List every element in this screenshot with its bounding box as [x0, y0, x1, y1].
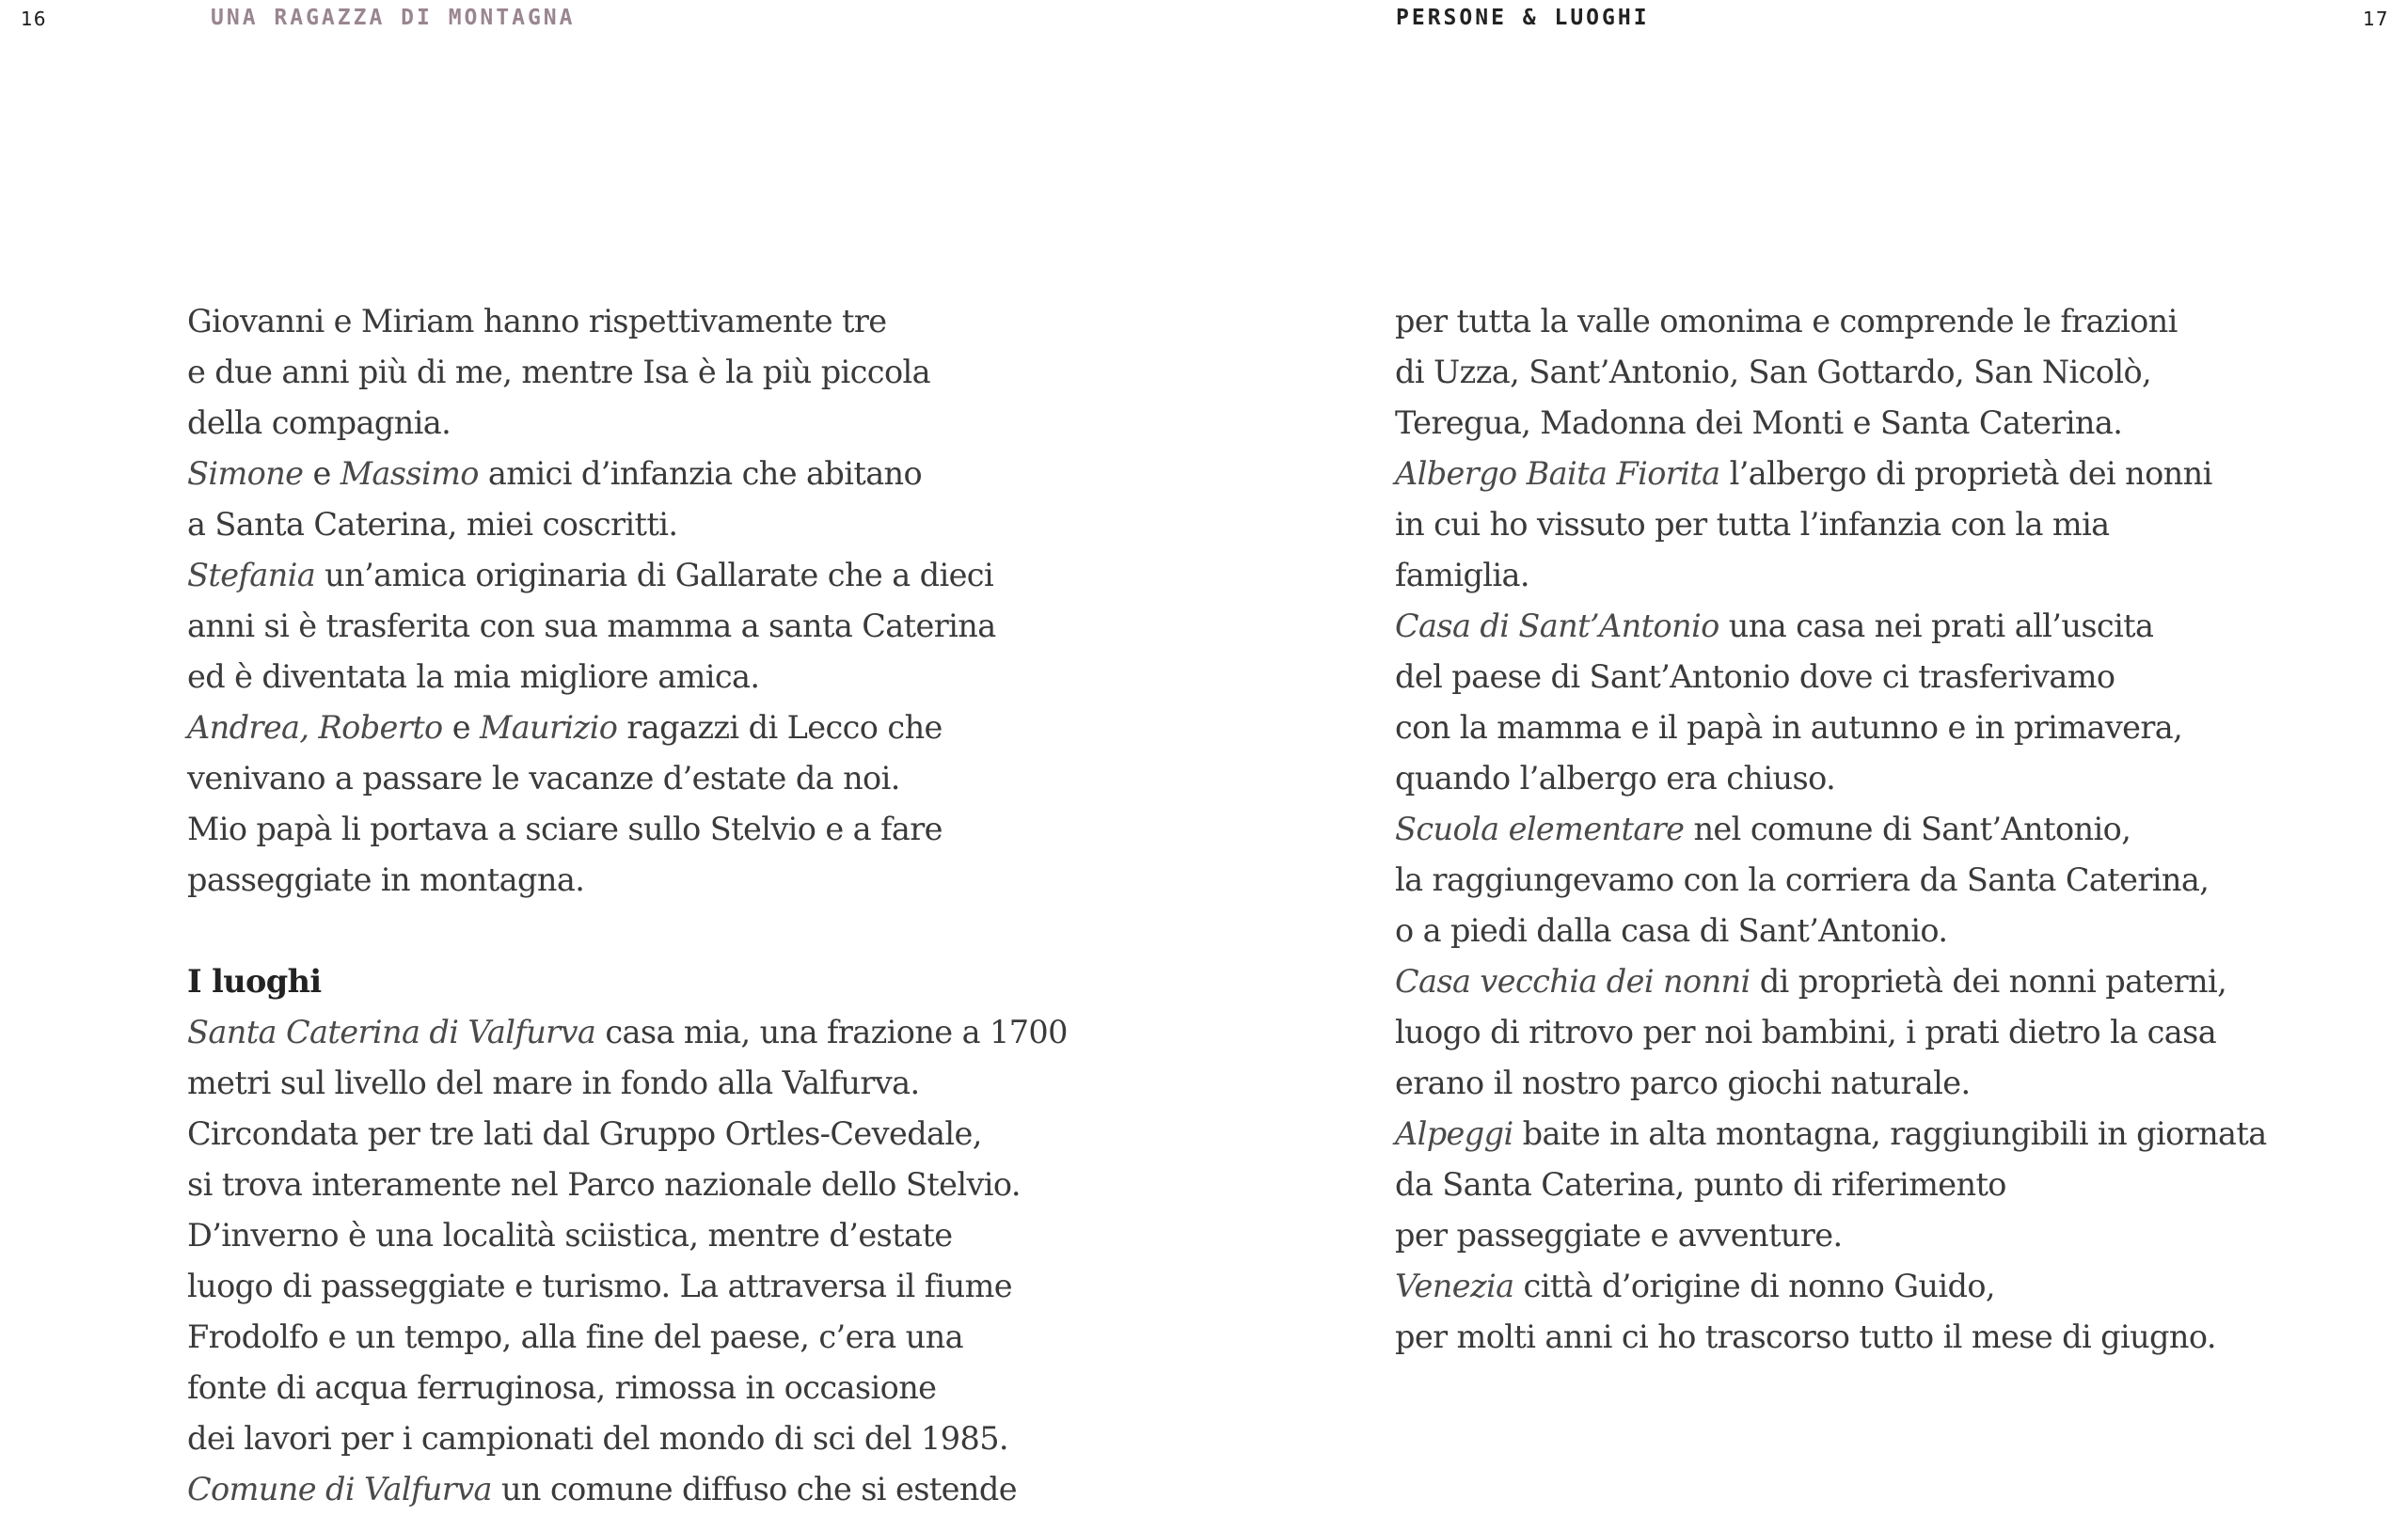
text-line [187, 1312, 1068, 1363]
paragraph-people [187, 296, 1068, 906]
section-heading: I luoghi [187, 963, 322, 1000]
text-line [1395, 449, 2267, 499]
text-run: si trova interamente nel Parco nazionale dello Stelvio. [187, 1166, 1021, 1203]
text-line [1395, 347, 2267, 398]
text-line [1395, 702, 2267, 753]
text-run: erano il nostro parco giochi naturale. [1395, 1065, 1971, 1101]
italic-term: Albergo Baita Fiorita [1395, 455, 1720, 492]
text-line [1395, 1312, 2267, 1363]
body-text [187, 296, 1068, 1515]
text-run: Teregua, Madonna dei Monti e Santa Caterina. [1395, 404, 2123, 441]
italic-term: Scuola elementare [1395, 811, 1685, 847]
text-run: Giovanni e Miriam hanno rispettivamente tre [187, 303, 887, 339]
text-run: o a piedi dalla casa di Sant’Antonio. [1395, 912, 1948, 949]
text-line [187, 1363, 1068, 1413]
text-line [187, 1210, 1068, 1261]
text-run: e [442, 709, 480, 746]
text-line [1395, 1058, 2267, 1109]
text-line [1395, 601, 2267, 652]
italic-term: Venezia [1395, 1268, 1514, 1304]
text-run: e [303, 455, 341, 492]
italic-term: Casa vecchia dei nonni [1395, 963, 1751, 1000]
text-run: amici d’infanzia che abitano [478, 455, 923, 492]
italic-term: Comune di Valfurva [187, 1471, 492, 1507]
italic-term: Massimo [340, 455, 479, 492]
text-line [187, 1058, 1068, 1109]
text-run: città d’origine di nonno Guido, [1513, 1268, 1995, 1304]
italic-term: Alpeggi [1395, 1115, 1513, 1152]
text-line [187, 855, 1068, 906]
text-run: una casa nei prati all’uscita [1719, 608, 2154, 644]
text-line [187, 550, 1068, 601]
text-run: della compagnia. [187, 404, 452, 441]
text-line [187, 753, 1068, 804]
text-run: nel comune di Sant’Antonio, [1684, 811, 2131, 847]
text-line [1395, 1210, 2267, 1261]
text-line [187, 702, 1068, 753]
text-line [1395, 855, 2267, 906]
text-line [1395, 753, 2267, 804]
paragraph-gap [187, 906, 1068, 956]
text-line [187, 296, 1068, 347]
text-run: dei lavori per i campionati del mondo di sci del 1985. [187, 1420, 1008, 1457]
text-run: con la mamma e il papà in autunno e in primavera, [1395, 709, 2183, 746]
text-run: Mio papà li portava a sciare sullo Stelvio e a fare [187, 811, 943, 847]
text-run: fonte di acqua ferruginosa, rimossa in occasione [187, 1369, 937, 1406]
text-run: e due anni più di me, mentre Isa è la più piccola [187, 354, 931, 390]
italic-term: Maurizio [479, 709, 618, 746]
text-run: per passeggiate e avventure. [1395, 1217, 1843, 1254]
text-run: a Santa Caterina, miei coscritti. [187, 506, 678, 543]
text-run: venivano a passare le vacanze d’estate da noi. [187, 760, 900, 797]
text-run: ed è diventata la mia migliore amica. [187, 658, 760, 695]
text-run: ragazzi di Lecco che [617, 709, 943, 746]
text-line [187, 1464, 1068, 1515]
text-run: anni si è trasferita con sua mamma a santa Caterina [187, 608, 996, 644]
text-run: da Santa Caterina, punto di riferimento [1395, 1166, 2006, 1203]
text-line [1395, 652, 2267, 702]
paragraph-places [187, 1007, 1068, 1515]
italic-term: Stefania [187, 557, 316, 593]
text-line [1395, 398, 2267, 449]
text-run: per molti anni ci ho trascorso tutto il mese di giugno. [1395, 1318, 2216, 1355]
body-text [1395, 296, 2267, 1363]
text-line [187, 1413, 1068, 1464]
text-line [1395, 1109, 2267, 1160]
text-line [187, 449, 1068, 499]
text-run: luogo di ritrovo per noi bambini, i prati dietro la casa [1395, 1014, 2217, 1050]
text-run: luogo di passeggiate e turismo. La attraversa il fiume [187, 1268, 1013, 1304]
running-head: PERSONE & LUOGHI [1396, 6, 1650, 30]
text-line [187, 1109, 1068, 1160]
text-line [1395, 1160, 2267, 1210]
text-run: un comune diffuso che si estende [491, 1471, 1017, 1507]
text-run: di Uzza, Sant’Antonio, San Gottardo, San Nicolò, [1395, 354, 2152, 390]
text-line [1395, 296, 2267, 347]
text-run: in cui ho vissuto per tutta l’infanzia con la mia [1395, 506, 2110, 543]
page-number: 17 [2363, 8, 2389, 30]
text-run: metri sul livello del mare in fondo alla Valfurva. [187, 1065, 920, 1101]
text-run: famiglia. [1395, 557, 1529, 593]
text-line [1395, 1261, 2267, 1312]
text-run: Frodolfo e un tempo, alla fine del paese, c’era una [187, 1318, 963, 1355]
paragraph-places-continued [1395, 296, 2267, 1363]
text-run: per tutta la valle omonima e comprende le frazioni [1395, 303, 2178, 339]
left-page [0, 0, 1204, 1507]
page-number: 16 [21, 8, 47, 30]
right-page [1204, 0, 2408, 1502]
text-line [187, 1007, 1068, 1058]
text-line [1395, 499, 2267, 550]
text-line [1395, 804, 2267, 855]
text-line [1395, 550, 2267, 601]
text-line [1395, 906, 2267, 956]
text-run: Circondata per tre lati dal Gruppo Ortles-Cevedale, [187, 1115, 982, 1152]
text-line [187, 398, 1068, 449]
italic-term: Santa Caterina di Valfurva [187, 1014, 596, 1050]
text-run: baite in alta montagna, raggiungibili in giornata [1513, 1115, 2267, 1152]
text-run: un’amica originaria di Gallarate che a dieci [315, 557, 994, 593]
text-line [187, 601, 1068, 652]
text-run: quando l’albergo era chiuso. [1395, 760, 1836, 797]
text-line [1395, 1007, 2267, 1058]
italic-term: Andrea, Roberto [187, 709, 443, 746]
text-line [1395, 956, 2267, 1007]
text-run: del paese di Sant’Antonio dove ci trasferivamo [1395, 658, 2115, 695]
running-head: UNA RAGAZZA DI MONTAGNA [211, 6, 576, 30]
italic-term: Simone [187, 455, 304, 492]
text-run: D’inverno è una località sciistica, mentre d’estate [187, 1217, 953, 1254]
text-run: di proprietà dei nonni paterni, [1750, 963, 2227, 1000]
text-line [187, 1261, 1068, 1312]
text-run: l’albergo di proprietà dei nonni [1719, 455, 2212, 492]
text-line [187, 1160, 1068, 1210]
text-run: la raggiungevamo con la corriera da Santa Caterina, [1395, 861, 2210, 898]
text-line [187, 347, 1068, 398]
text-run: casa mia, una frazione a 1700 [595, 1014, 1068, 1050]
text-line [187, 652, 1068, 702]
italic-term: Casa di Sant’Antonio [1395, 608, 1719, 644]
text-line [187, 804, 1068, 855]
text-run: passeggiate in montagna. [187, 861, 585, 898]
text-line [187, 499, 1068, 550]
